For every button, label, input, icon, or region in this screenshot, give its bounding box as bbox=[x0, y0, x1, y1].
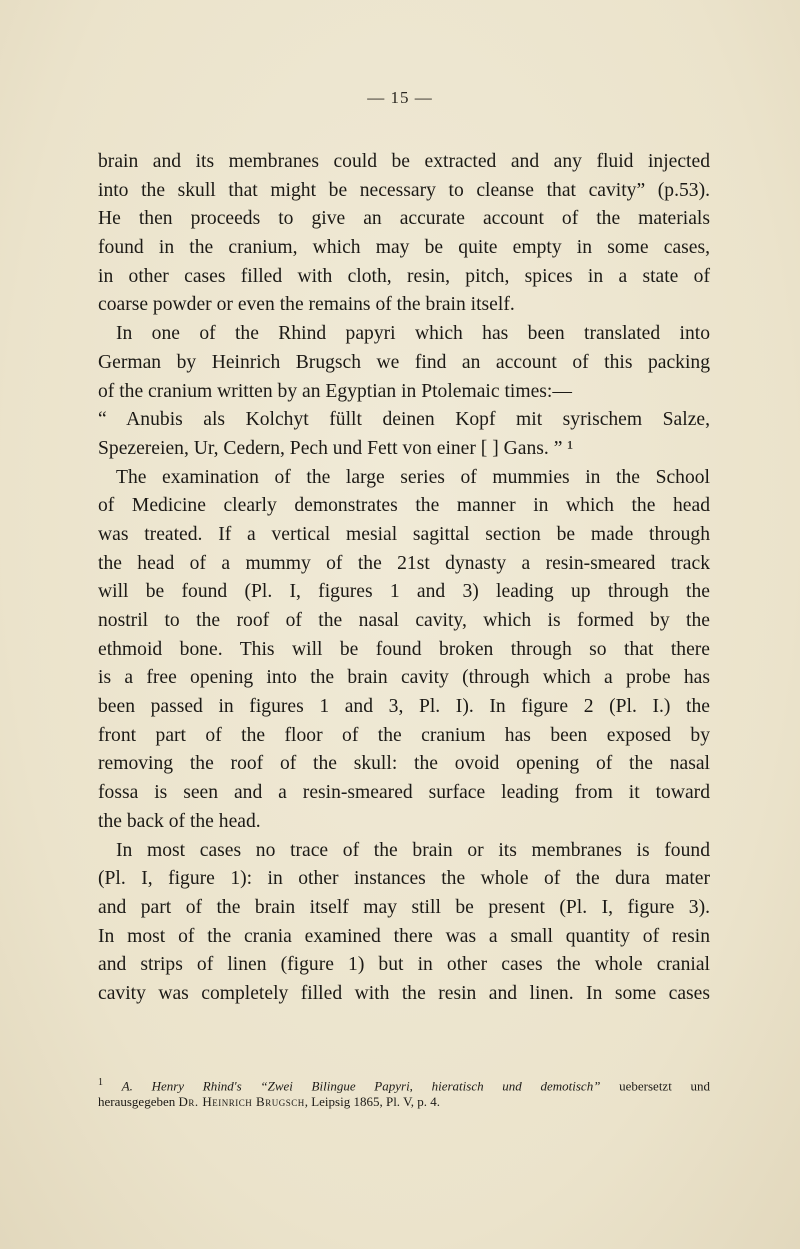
text-line: was treated. If a vertical mesial sagittal section be made through bbox=[98, 523, 710, 545]
text-line: is a free opening into the brain cavity (through which a probe has bbox=[98, 667, 710, 689]
text-line: will be found (Pl. I, figures 1 and 3) leading up through the bbox=[98, 581, 710, 603]
text-line: and part of the brain itself may still be present (Pl. I, figure 3). bbox=[98, 896, 710, 918]
page-number: — 15 — bbox=[367, 88, 433, 107]
text-line: of Medicine clearly demonstrates the manner in which the head bbox=[98, 495, 710, 517]
text-line: In one of the Rhind papyri which has been translated into bbox=[116, 323, 710, 345]
text-line: the back of the head. bbox=[98, 810, 261, 832]
footnote-author: A. Henry Rhind's bbox=[121, 1078, 242, 1094]
text-line: German by Heinrich Brugsch we find an account of this packing bbox=[98, 351, 710, 373]
text-line: nostril to the roof of the nasal cavity, which is formed by the bbox=[98, 610, 710, 631]
text-line: fossa is seen and a resin-smeared surface leading from it toward bbox=[98, 782, 710, 804]
body-text bbox=[98, 148, 710, 1009]
text-line: brain and its membranes could be extracted and any fluid injected bbox=[98, 151, 710, 172]
text-line: ethmoid bone. This will be found broken through so that there bbox=[98, 638, 710, 660]
text-line: In most cases no trace of the brain or its membranes is found bbox=[116, 839, 710, 861]
text-line: found in the cranium, which may be quite empty in some cases, bbox=[98, 237, 710, 259]
footnote-mark: 1 bbox=[98, 1077, 103, 1088]
text-line: the head of a mummy of the 21st dynasty a resin-smeared track bbox=[98, 552, 710, 574]
footnote-text: herausgegeben bbox=[98, 1094, 179, 1109]
text-line: of the cranium written by an Egyptian in Ptolemaic times:— bbox=[98, 380, 572, 402]
text-line: (Pl. I, figure 1): in other instances the whole of the dura mater bbox=[98, 868, 710, 890]
text-line: front part of the floor of the cranium has been exposed by bbox=[98, 724, 710, 746]
text-line: He then proceeds to give an accurate account of the materials bbox=[98, 208, 710, 230]
footnote-title: “Zwei Bilingue Papyri, hieratisch und demotisch” bbox=[260, 1078, 601, 1094]
footnote-line bbox=[98, 1073, 710, 1092]
footnote bbox=[98, 1073, 710, 1111]
text-line: removing the roof of the skull: the ovoid opening of the nasal bbox=[98, 753, 710, 775]
footnote-line bbox=[98, 1092, 710, 1111]
text-line: In most of the crania examined there was a small quantity of resin bbox=[98, 925, 710, 947]
footnote-text: uebersetzt und bbox=[600, 1078, 711, 1094]
text-line: in other cases filled with cloth, resin, pitch, spices in a state of bbox=[98, 265, 710, 287]
text-line: been passed in figures 1 and 3, Pl. I). In figure 2 (Pl. I.) the bbox=[98, 696, 710, 718]
text-line: coarse powder or even the remains of the brain itself. bbox=[98, 294, 515, 316]
text-line: “ Anubis als Kolchyt füllt deinen Kopf mit syrischem Salze, bbox=[98, 409, 710, 431]
footnote-editor: Dr. Heinrich Brugsch bbox=[178, 1094, 305, 1109]
text-line: and strips of linen (figure 1) but in other cases the whole cranial bbox=[98, 954, 710, 976]
text-line: cavity was completely filled with the resin and linen. In some cases bbox=[98, 982, 710, 1004]
footnote-text: , Leipsig 1865, Pl. V, p. 4. bbox=[304, 1094, 441, 1109]
text-line: into the skull that might be necessary to cleanse that cavity” (p.53). bbox=[98, 179, 710, 201]
text-line: Spezereien, Ur, Cedern, Pech und Fett von einer [ ] Gans. ” ¹ bbox=[98, 437, 574, 459]
text-line: The examination of the large series of mummies in the School bbox=[116, 466, 710, 488]
